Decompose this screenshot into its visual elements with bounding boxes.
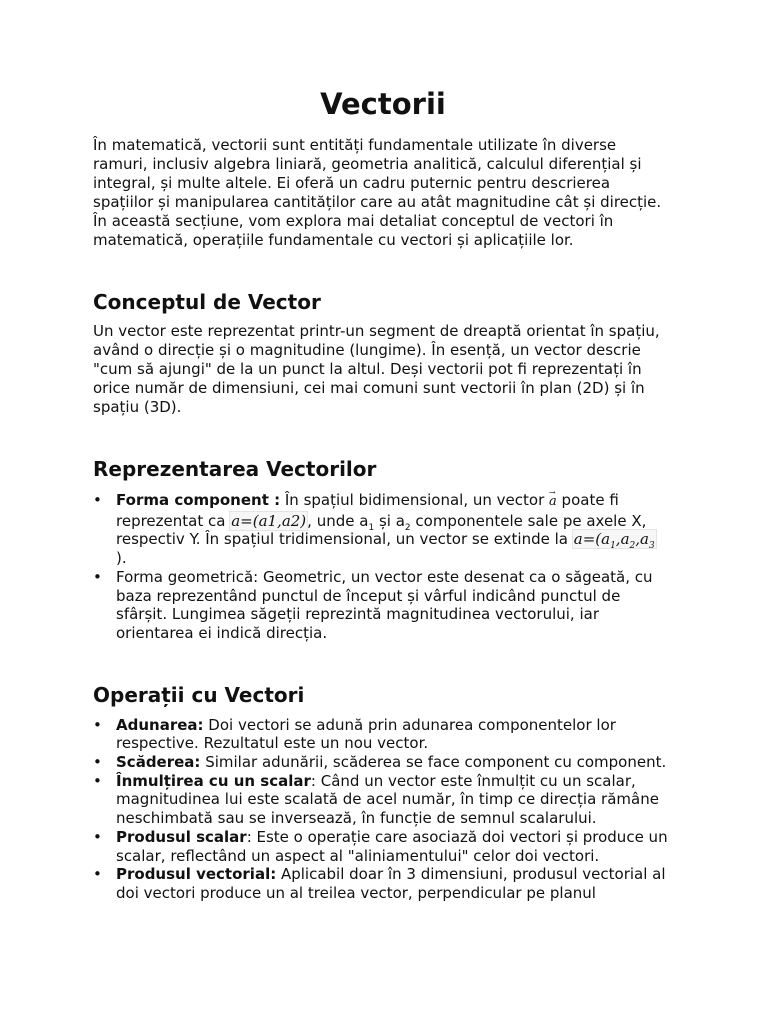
list-item-label: Scăderea:	[116, 753, 201, 772]
list-item-subtraction	[93, 753, 673, 772]
concept-paragraph: Un vector este reprezentat printr-un segment de dreaptă orientat în spațiu, având o direcție și o magnitudine (lungime). În esență, un vector descrie "cum să ajungi" de la un punct la altul. Deși vectorii pot fi reprezentați în orice număr de dimensiuni, cei mai comuni sunt vectorii în plan (2D) și în spațiu (3D).	[93, 322, 660, 416]
subscript: 3	[648, 541, 655, 552]
list-item-addition	[93, 716, 673, 753]
document-page	[93, 82, 673, 903]
list-item-text: Aplicabil doar în 3 dimensiuni, produsul vectorial al doi vectori produce un al treilea vector, perpendicular pe planul	[116, 865, 666, 902]
math-equation-2d: a=(a1,a2)	[231, 511, 307, 530]
list-item-text: ).	[116, 549, 127, 568]
equation-part: a=(a	[573, 530, 611, 549]
list-item-text: poate fi reprezentat ca	[116, 491, 619, 530]
list-item-text: : Este o operație care asociază doi vectori și produce un scalar, reflectând un aspect al "aliniamentului" celor doi vectori.	[116, 827, 668, 865]
list-item-cross-product	[93, 865, 673, 902]
list-item-text: Doi vectori se adună prin adunarea componentelor lor respective. Rezultatul este un nou vector.	[116, 715, 616, 753]
math-equation-3d	[573, 530, 656, 552]
list-item-text: și a	[374, 511, 405, 530]
intro-paragraph: În matematică, vectorii sunt entități fundamentale utilizate în diverse ramuri, inclusiv algebra liniară, geometria analitică, calculul diferențial și integral, și multe altele. Ei oferă un cadru puternic pentru descrierea spațiilor și manipularea cantităților care au atât magnitudine cât și direcție. În această secțiune, vom explora mai detaliat conceptul de vectori în matematică, operațiile fundamentale cu vectori și aplicațiile lor.	[93, 136, 662, 249]
representation-list	[93, 491, 673, 643]
list-item-label: Produsul vectorial:	[116, 865, 277, 884]
list-item-text: În spațiul bidimensional, un vector	[280, 491, 550, 509]
list-item-text: , unde a	[307, 511, 369, 530]
list-item-component-form	[93, 491, 673, 568]
subscript: 1	[610, 541, 616, 552]
list-item-text: componentele sale pe axele X, respectiv Y. În spațiul tridimensional, un vector se extinde la	[116, 511, 647, 549]
list-item-text: Similar adunării, scăderea se face component cu component.	[200, 753, 667, 772]
subscript: 2	[404, 522, 411, 533]
vector-a-symbol: a →	[549, 493, 557, 512]
list-item-label: Înmulțirea cu un scalar	[116, 771, 311, 790]
list-item-label: Forma component :	[116, 491, 281, 509]
list-item-geometric-form: • Forma geometrică: Geometric, un vector este desenat ca o săgeată, cu baza reprezentând punctul de început și vârful indicând punctul de sfârșit. Lungimea săgeții reprezintă magnitudinea vectorului, iar orientarea ei indică direcția.	[93, 568, 673, 643]
list-item-label: Adunarea:	[116, 715, 204, 734]
equation-part: ,a	[635, 530, 649, 549]
list-item-text: : Când un vector este înmulțit cu un scalar, magnitudinea lui este scalată de acel număr, în timp ce direcția rămâne neschimbată sau se inversează, în funcție de semnul scalarului.	[116, 771, 659, 828]
list-item-dot-product	[93, 828, 673, 865]
list-item-scalar-multiplication	[93, 772, 673, 828]
list-item-label: Produsul scalar	[116, 827, 247, 846]
section-heading-concept: Conceptul de Vector	[93, 290, 321, 314]
subscript: 2	[629, 541, 636, 552]
equation-part: ,a	[615, 530, 630, 549]
section-heading-representation: Reprezentarea Vectorilor	[93, 457, 377, 481]
operations-list	[93, 716, 673, 903]
section-heading-operations: Operații cu Vectori	[93, 682, 305, 707]
subscript: 1	[368, 522, 375, 533]
document-title: Vectorii	[320, 87, 446, 121]
